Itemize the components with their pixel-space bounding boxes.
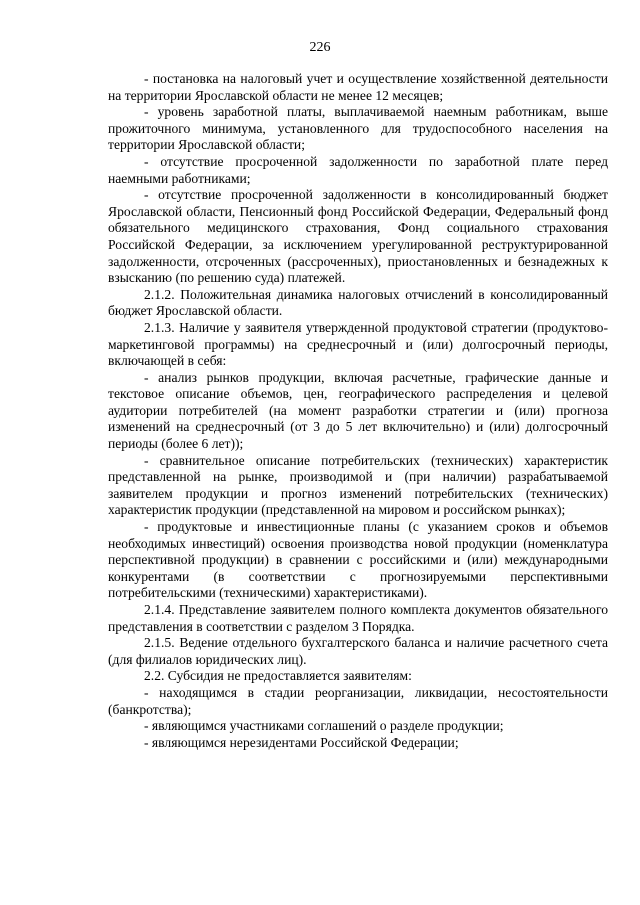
page-number: 226 (309, 40, 331, 55)
paragraph-no-budget-arrears: - отсутствие просроченной задолженности в консолидированный бюджет Ярославской области, Пенсионный фонд Российской Федерации, Федеральный фонд обязательного медицинского страхования, Фонд социального страхования Российской Федерации, за исключением урегулированной реструктурированной задолженности, отсроченных (рассроченных), приостановленных и безнадежных к взысканию (по решению суда) платежей. (108, 187, 608, 286)
paragraph-2-1-2: 2.1.2. Положительная динамика налоговых отчислений в консолидированный бюджет Ярославской области. (108, 286, 608, 319)
paragraph-psa-participants: - являющимся участниками соглашений о разделе продукции; (144, 718, 504, 734)
paragraph-2-1-5: 2.1.5. Ведение отдельного бухгалтерского баланса и наличие расчетного счета (для филиалов юридических лиц). (108, 635, 608, 667)
paragraph-2-1-4: 2.1.4. Представление заявителем полного комплекта документов обязательного представления в соответствии с разделом 3 Порядка. (108, 602, 608, 634)
paragraph-wage-level: - уровень заработной платы, выплачиваемой наемным работникам, выше прожиточного минимума, установленного для трудоспособного населения на территории Ярославской области; (108, 104, 608, 153)
document-body (108, 71, 608, 751)
paragraph-product-plans: - продуктовые и инвестиционные планы (с указанием сроков и объемов необходимых инвестиций) освоения производства новой продукции (номенклатура перспективной продукции) в сравнении с российскими и (или) международными конкурентами (в соответствии с прогнозируемыми перспективными потребительскими (техническими) характеристиками). (108, 519, 608, 601)
paragraph-tax-registration: - постановка на налоговый учет и осуществление хозяйственной деятельности на территории Ярославской области не менее 12 месяцев; (108, 71, 608, 103)
paragraph-2-1-3: 2.1.3. Наличие у заявителя утвержденной продуктовой стратегии (продуктово-маркетинговой программы) на среднесрочный и (или) долгосрочный периоды, включающей в себя: (108, 319, 608, 369)
paragraph-non-residents: - являющимся нерезидентами Российской Федерации; (144, 734, 459, 750)
paragraph-reorganization: - находящимся в стадии реорганизации, ликвидации, несостоятельности (банкротства); (108, 684, 608, 717)
paragraph-no-wage-arrears: - отсутствие просроченной задолженности по заработной плате перед наемными работниками; (108, 153, 608, 186)
paragraph-2-2: 2.2. Субсидия не предоставляется заявителям: (144, 668, 412, 684)
paragraph-market-analysis: - анализ рынков продукции, включая расчетные, графические данные и текстовое описание объемов, цен, географического распределения и целевой аудитории потребителей (на момент разработки стратегии и (или) прогноза изменений на среднесрочный (от 3 до 5 лет включительно) и (или) долгосрочный периоды (более 6 лет)); (108, 369, 608, 452)
paragraph-comparative-description: - сравнительное описание потребительских (технических) характеристик представленной на рынке, производимой и (при наличии) разрабатываемой заявителем продукции и прогноз изменений потребительских (технических) характеристик продукции (представленной на мировом и российском рынках); (108, 452, 608, 518)
